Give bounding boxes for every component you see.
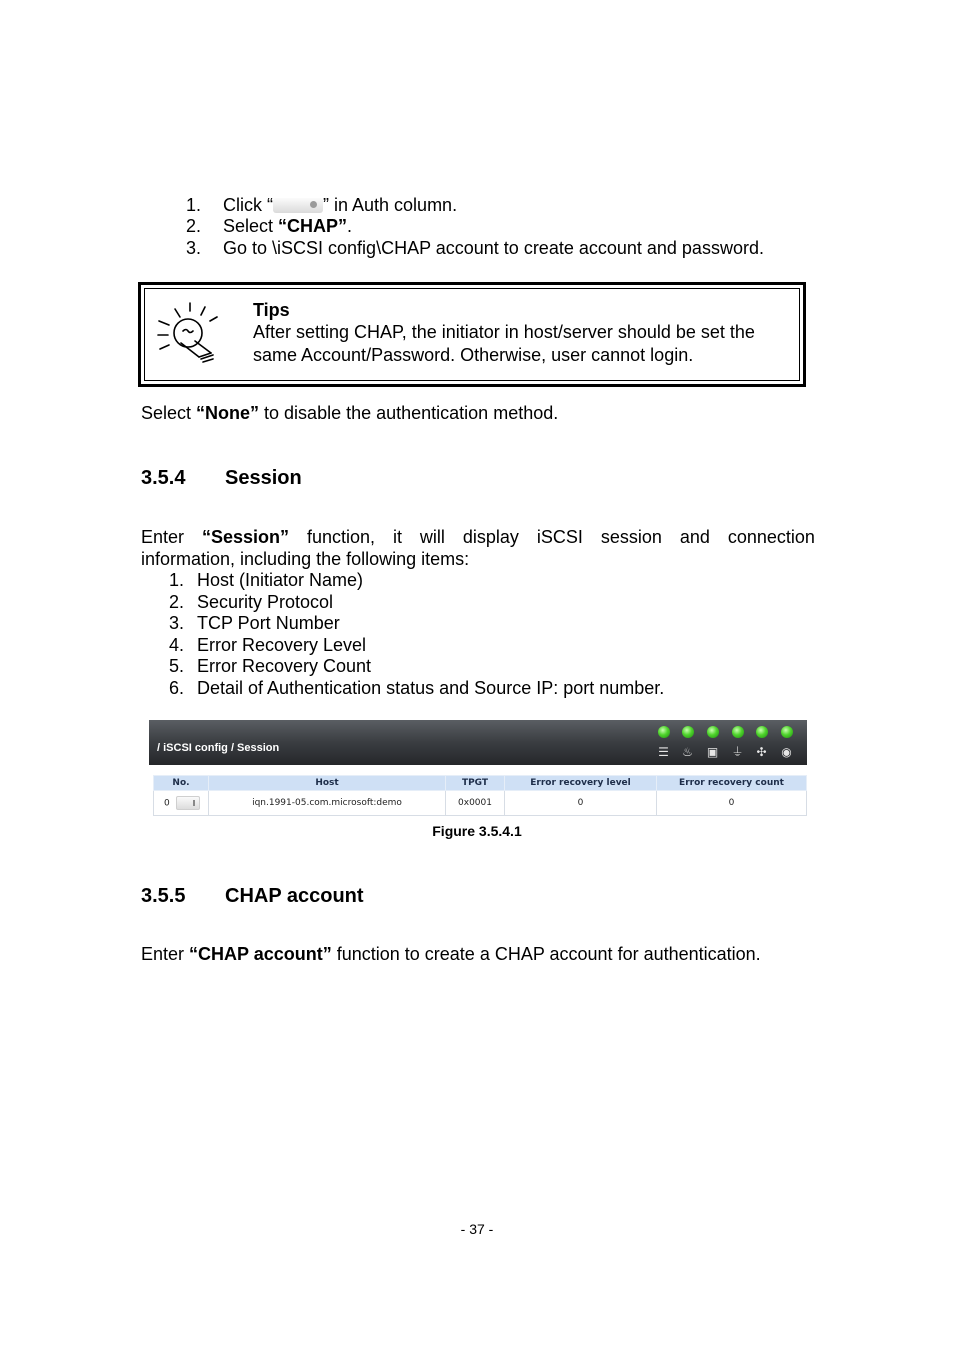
list-item-number: 1. <box>169 570 185 590</box>
column-header-no: No. <box>154 776 209 791</box>
list-item-number: 2. <box>169 592 185 612</box>
cell-tpgt: 0x0001 <box>446 791 505 816</box>
fan-icon[interactable]: ✣ <box>756 745 767 759</box>
figure-caption: Figure 3.5.4.1 <box>432 823 522 839</box>
chap-paragraph: Enter “CHAP account” function to create a CHAP account for authentication. <box>141 944 761 964</box>
tips-line-2: same Account/Password. Otherwise, user cannot login. <box>253 345 694 365</box>
list-item-number: 4. <box>169 635 185 655</box>
lightbulb-icon <box>155 299 227 369</box>
session-intro-line-2: information, including the following items: <box>141 549 470 569</box>
list-item: Error Recovery Level <box>197 635 367 655</box>
list-item-number: 6. <box>169 678 185 698</box>
page-number: - 37 - <box>460 1221 494 1237</box>
session-table <box>153 775 807 816</box>
step-1: 1. <box>186 195 202 215</box>
thermometer-icon[interactable]: ♨ <box>682 745 693 759</box>
column-header-host: Host <box>209 776 446 791</box>
breadcrumb: / iSCSI config / Session <box>157 742 280 754</box>
column-header-error-recovery-count: Error recovery count <box>657 776 807 791</box>
cell-host: iqn.1991-05.com.microsoft:demo <box>209 791 446 816</box>
disk-icon[interactable]: ☰ <box>658 745 669 759</box>
status-led-icon <box>707 726 719 738</box>
status-led-icon <box>732 726 744 738</box>
step-1-text: Click “ ” in Auth column. <box>223 195 458 215</box>
session-intro-line-1: Enter “Session” function, it will display iSCSI session and connection <box>141 527 815 547</box>
status-led-icon <box>658 726 670 738</box>
cell-error-recovery-count: 0 <box>657 791 807 816</box>
tips-line-1: After setting CHAP, the initiator in host/server should be set the <box>253 322 755 342</box>
section-354-title: Session <box>225 467 302 489</box>
step-2: 2. <box>186 216 202 236</box>
list-item: Security Protocol <box>197 592 334 612</box>
column-header-error-recovery-level: Error recovery level <box>505 776 657 791</box>
speed-icon[interactable]: ◉ <box>781 745 792 759</box>
list-item: Error Recovery Count <box>197 656 372 676</box>
section-355-title: CHAP account <box>225 885 364 907</box>
auth-toggle-button <box>273 198 323 213</box>
step-3: 3. <box>186 238 202 258</box>
server-icon[interactable]: ▣ <box>706 745 719 759</box>
list-item-number: 5. <box>169 656 185 676</box>
status-led-icon <box>682 726 694 738</box>
header-bar <box>149 720 807 765</box>
cell-error-recovery-level: 0 <box>505 791 657 816</box>
column-header-tpgt: TPGT <box>446 776 505 791</box>
step-2-text: Select “CHAP”. <box>223 216 353 236</box>
status-led-icon <box>756 726 768 738</box>
session-menu-button[interactable] <box>176 796 200 810</box>
status-led-icon <box>781 726 793 738</box>
list-item: Detail of Authentication status and Source IP: port number. <box>197 678 665 698</box>
tips-box <box>138 282 806 387</box>
section-355-number: 3.5.5 <box>141 885 186 907</box>
power-plug-icon[interactable]: ⏚ <box>731 745 744 759</box>
list-item: TCP Port Number <box>197 613 340 633</box>
step-3-text: Go to \iSCSI config\CHAP account to create account and password. <box>223 238 764 258</box>
cell-no: 0 <box>154 791 209 816</box>
section-354-number: 3.5.4 <box>141 467 186 489</box>
tips-title: Tips <box>253 300 290 320</box>
list-item-number: 3. <box>169 613 185 633</box>
list-item: Host (Initiator Name) <box>197 570 364 590</box>
none-paragraph: Select “None” to disable the authentication method. <box>141 403 559 423</box>
table-row <box>154 791 807 816</box>
session-screenshot <box>149 720 807 818</box>
